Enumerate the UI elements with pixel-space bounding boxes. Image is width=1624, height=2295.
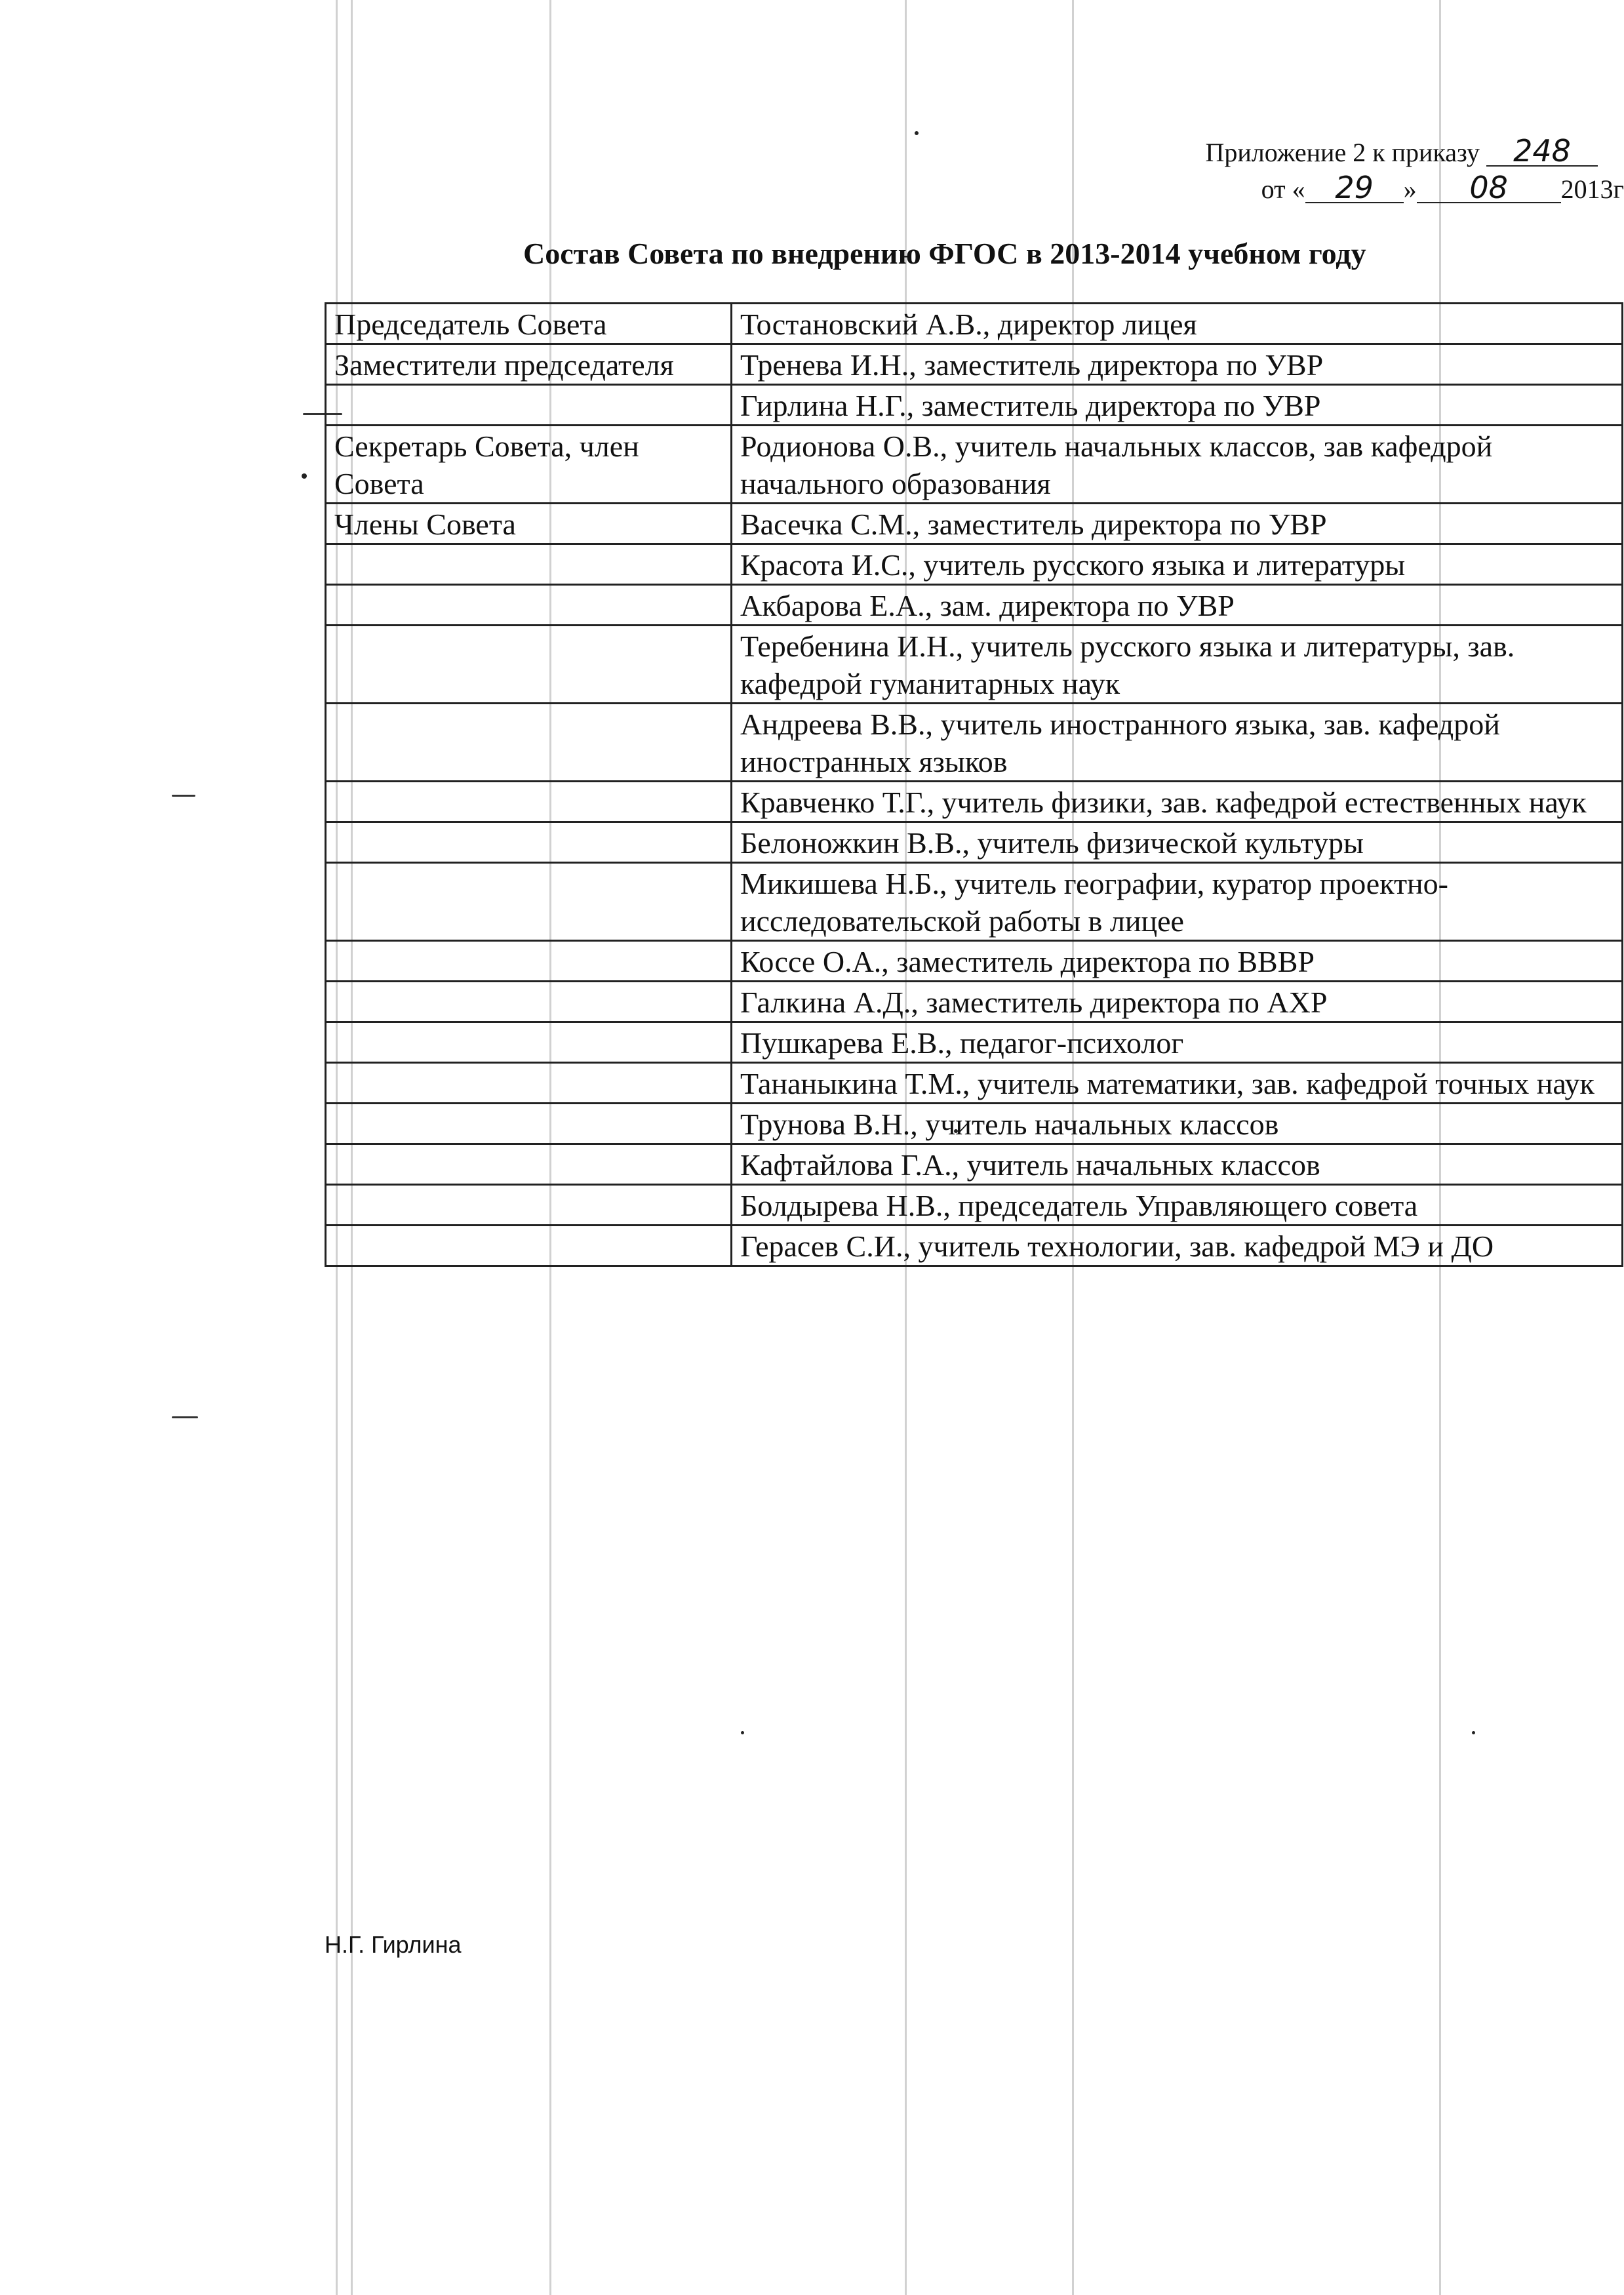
table-row [326,385,1623,426]
role-cell [326,704,732,782]
table-row [326,704,1623,782]
council-table [325,302,1623,1267]
role-cell [326,1226,732,1266]
appendix-label: Приложение 2 к приказу [1205,138,1480,167]
table-row [326,1022,1623,1063]
table-row [326,1063,1623,1104]
member-cell: Пушкарева Е.В., педагог-психолог [732,1022,1623,1063]
date-year: 2013г [1560,174,1624,204]
member-cell: Акбарова Е.А., зам. директора по УВР [732,585,1623,626]
scan-artifact-mark [1472,1731,1475,1734]
appendix-date-line [1261,171,1624,208]
date-prefix: от « [1261,174,1305,204]
order-number: 248 [1486,136,1598,167]
role-cell: Председатель Совета [326,304,732,344]
table-row [326,504,1623,544]
member-cell: Трунова В.Н., учитель начальных классов [732,1104,1623,1144]
role-cell [326,1185,732,1226]
member-cell: Галкина А.Д., заместитель директора по АХР [732,982,1623,1022]
table-row [326,626,1623,704]
member-cell: Кафтайлова Г.А., учитель начальных классов [732,1144,1623,1185]
table-row [326,426,1623,504]
table-row [326,982,1623,1022]
member-cell: Микишева Н.Б., учитель географии, куратор проектно-исследовательской работы в лицее [732,863,1623,941]
table-row [326,585,1623,626]
member-cell: Васечка С.М., заместитель директора по УВР [732,504,1623,544]
appendix-order-line [1206,134,1598,171]
role-cell [326,385,732,426]
member-cell: Тренева И.Н., заместитель директора по УВР [732,344,1623,385]
date-mid: » [1403,174,1417,204]
page-title: Состав Совета по внедрению ФГОС в 2013-2014 учебном году [523,237,1366,270]
scan-artifact-mark [915,131,919,135]
scan-artifact-mark [741,1731,744,1734]
role-cell [326,982,732,1022]
date-day: 29 [1305,173,1404,203]
table-row [326,304,1623,344]
scan-artifact-mark [172,1416,198,1418]
table-row [326,1185,1623,1226]
signature-name: Н.Г. Гирлина [325,1931,462,1958]
role-cell [326,544,732,585]
member-cell: Теребенина И.Н., учитель русского языка и литературы, зав. кафедрой гуманитарных наук [732,626,1623,704]
member-cell: Гирлина Н.Г., заместитель директора по УВР [732,385,1623,426]
table-row [326,863,1623,941]
member-cell: Андреева В.В., учитель иностранного языка, зав. кафедрой иностранных языков [732,704,1623,782]
member-cell: Родионова О.В., учитель начальных классов, зав кафедрой начального образования [732,426,1623,504]
table-row [326,782,1623,822]
role-cell [326,1063,732,1104]
member-cell: Тостановский А.В., директор лицея [732,304,1623,344]
table-row [326,544,1623,585]
member-cell: Болдырева Н.В., председатель Управляющего совета [732,1185,1623,1226]
table-row [326,1144,1623,1185]
role-cell [326,782,732,822]
member-cell: Белоножкин В.В., учитель физической культуры [732,822,1623,863]
role-cell [326,863,732,941]
table-row [326,344,1623,385]
role-cell [326,626,732,704]
scan-artifact-mark [172,795,195,797]
member-cell: Кравченко Т.Г., учитель физики, зав. кафедрой естественных наук [732,782,1623,822]
role-cell: Члены Совета [326,504,732,544]
role-cell: Заместители председателя [326,344,732,385]
role-cell [326,822,732,863]
role-cell: Секретарь Совета, член Совета [326,426,732,504]
role-cell [326,941,732,982]
member-cell: Герасев С.И., учитель технологии, зав. кафедрой МЭ и ДО [732,1226,1623,1266]
member-cell: Красота И.С., учитель русского языка и литературы [732,544,1623,585]
member-cell: Тананыкина Т.М., учитель математики, зав. кафедрой точных наук [732,1063,1623,1104]
table-row [326,1226,1623,1266]
table-row [326,822,1623,863]
date-month: 08 [1417,173,1561,203]
role-cell [326,1144,732,1185]
scan-artifact-mark [302,473,307,479]
member-cell: Коссе О.А., заместитель директора по ВВВР [732,941,1623,982]
council-table-body [326,304,1623,1266]
table-row [326,941,1623,982]
role-cell [326,1104,732,1144]
table-row [326,1104,1623,1144]
role-cell [326,585,732,626]
role-cell [326,1022,732,1063]
